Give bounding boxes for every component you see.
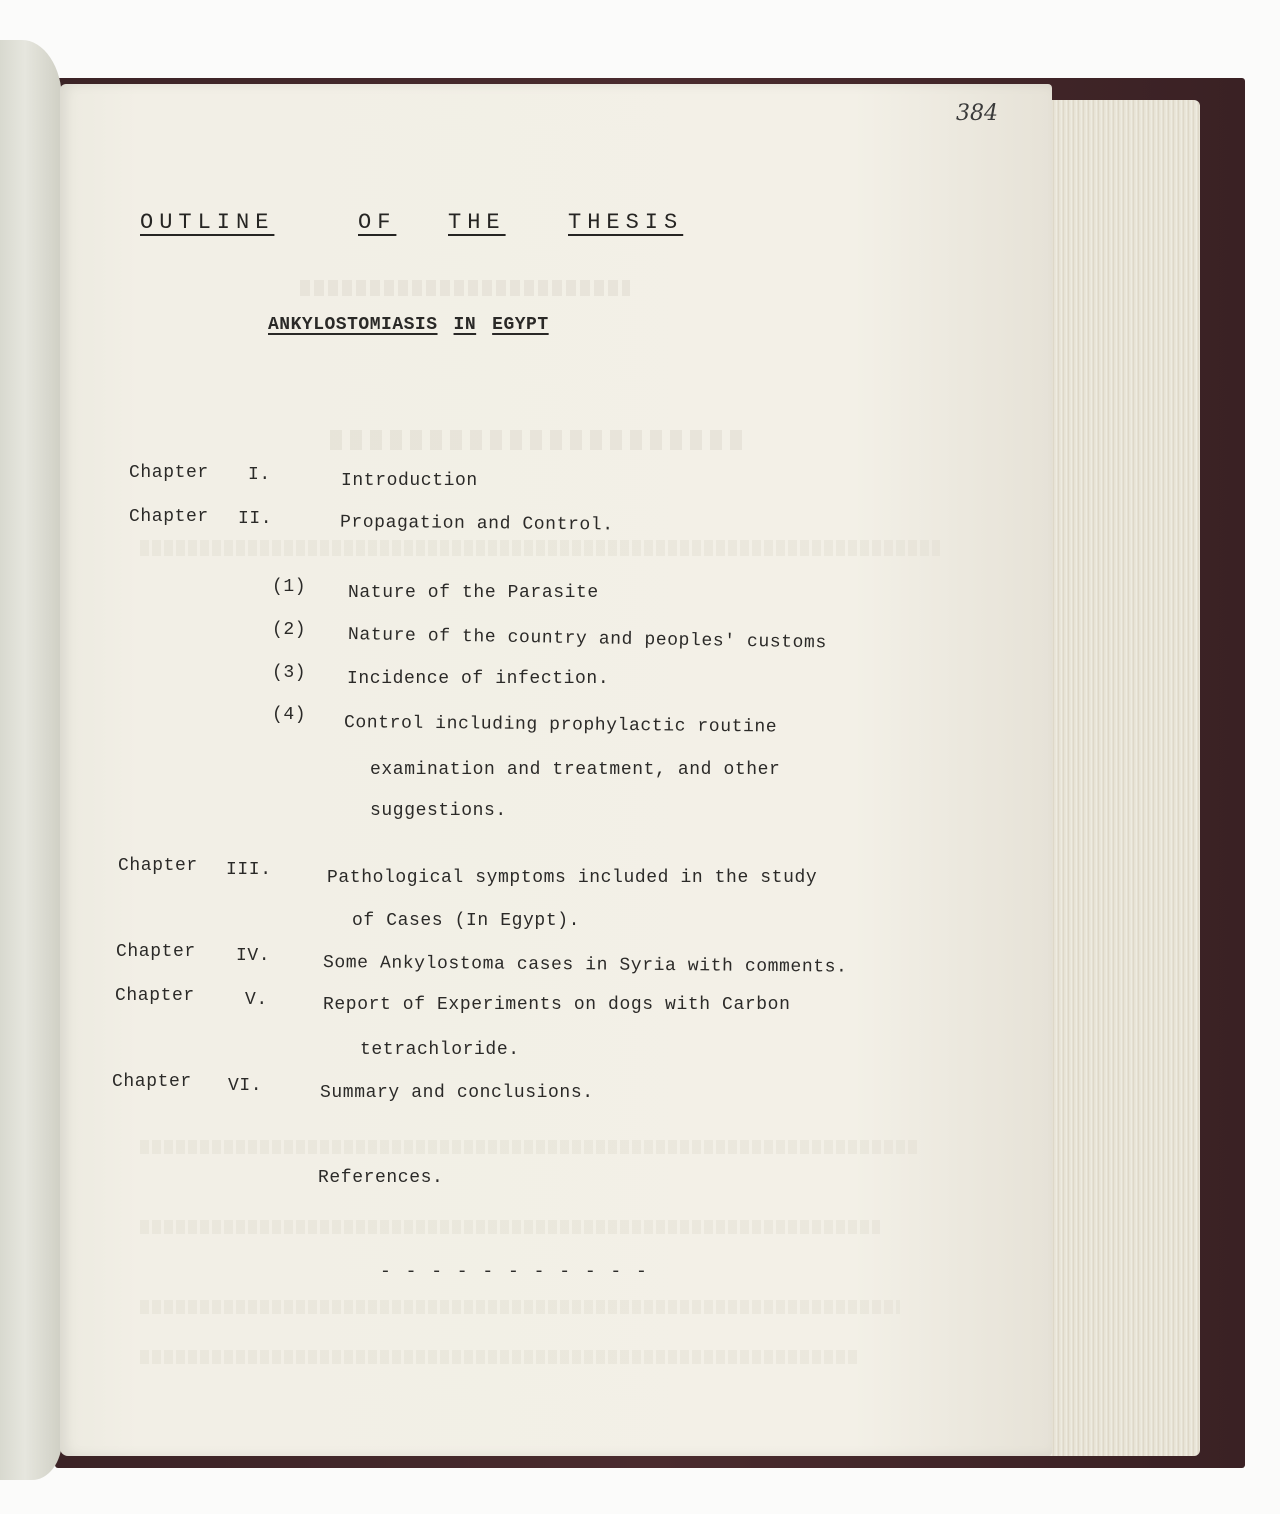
subitem-number: (2) [272,620,307,640]
chapter-title: Report of Experiments on dogs with Carbon [323,995,791,1015]
page-number: 384 [956,101,998,126]
show-through-text [330,430,750,450]
chapter-label: Chapter [115,986,195,1006]
chapter-label: Chapter [129,463,209,483]
chapter-title: Pathological symptoms included in the study [327,868,818,888]
chapter-number: IV. [236,946,271,966]
show-through-text [140,1140,920,1154]
chapter-number: V. [245,990,268,1010]
page-title [140,210,720,244]
subitem-text-continued: suggestions. [370,801,507,821]
show-through-text [300,280,630,296]
chapter-title: Some Ankylostoma cases in Syria with comments. [322,953,848,978]
show-through-text [140,1300,900,1314]
subtitle-word: EGYPT [492,315,549,335]
title-word: THESIS [568,210,684,235]
subitem-text: Incidence of infection. [347,669,610,689]
chapter-title: Introduction [341,471,478,491]
chapter-number: II. [238,509,273,529]
chapter-title: Summary and conclusions. [320,1083,594,1103]
chapter-title-continued: of Cases (In Egypt). [352,911,581,931]
show-through-text [140,1350,860,1364]
show-through-text [140,540,940,556]
subitem-text: Nature of the Parasite [348,583,599,603]
closing-dash-rule: - - - - - - - - - - - [380,1262,649,1282]
title-word: THE [448,210,506,235]
subitem-text: Control including prophylactic routine [343,713,778,738]
subtitle-word: IN [453,315,477,335]
subitem-text-continued: examination and treatment, and other [370,760,781,780]
page-stack-edges [1040,100,1200,1456]
title-word: OF [358,210,397,235]
subtitle-word: ANKYLOSTOMIASIS [268,315,438,335]
subitem-number: (4) [272,705,307,725]
title-word: OUTLINE [140,210,275,235]
references-heading: References. [318,1168,444,1188]
chapter-number: VI. [228,1076,263,1096]
left-page-edge [0,40,62,1480]
chapter-title: Propagation and Control. [339,512,614,536]
chapter-label: Chapter [116,942,196,962]
show-through-text [140,1220,880,1234]
chapter-title-continued: tetrachloride. [360,1040,520,1060]
subitem-number: (3) [272,663,307,683]
chapter-number: III. [226,860,272,880]
subitem-number: (1) [272,577,307,597]
chapter-label: Chapter [112,1072,192,1092]
chapter-number: I. [248,465,271,485]
chapter-label: Chapter [118,856,198,876]
chapter-label: Chapter [129,507,209,527]
subtitle [268,315,565,335]
subitem-text: Nature of the country and peoples' customs [347,625,827,654]
